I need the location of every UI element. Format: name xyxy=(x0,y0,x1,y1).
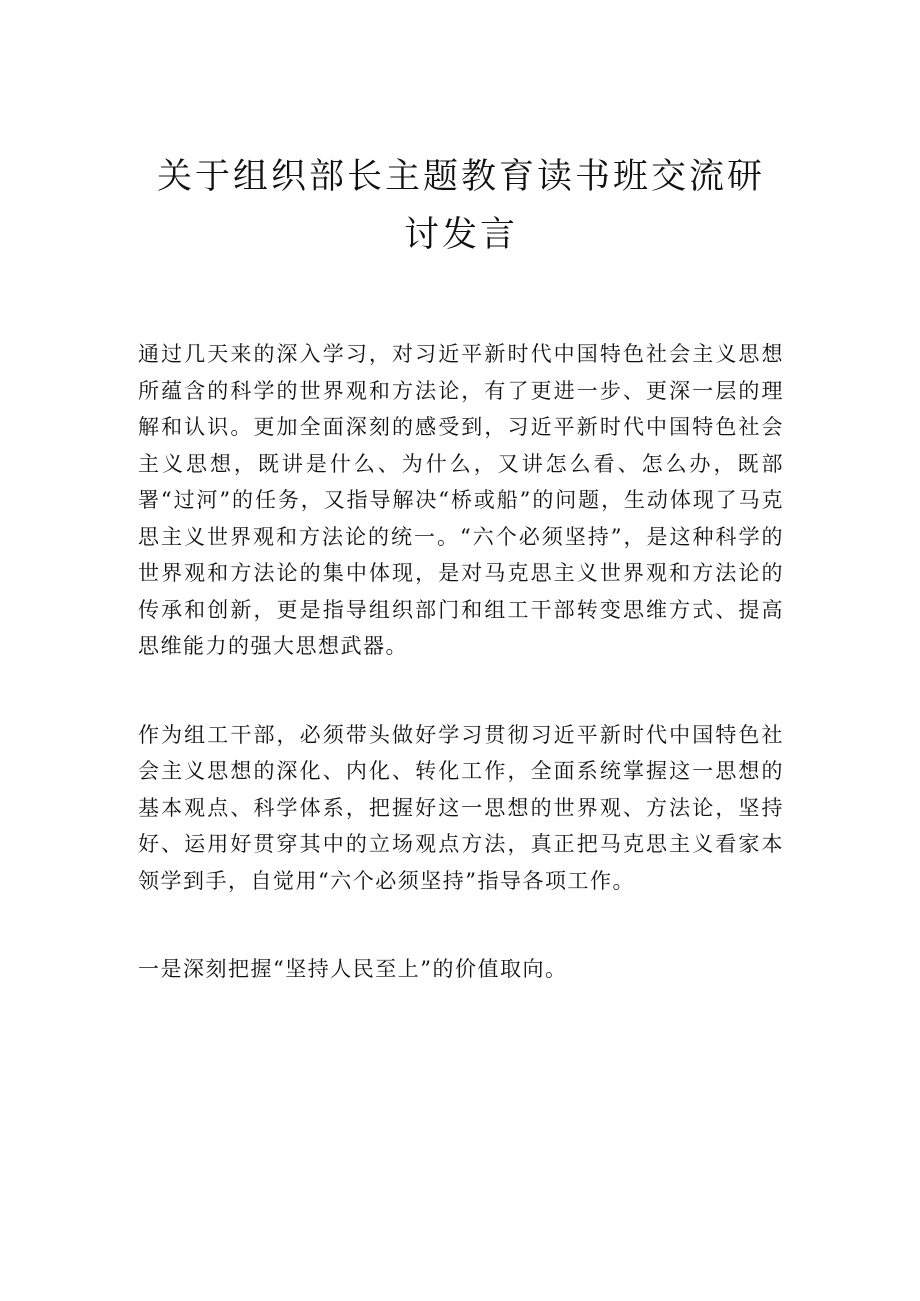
paragraph-cadre-duty: 作为组工干部，必须带头做好学习贯彻习近平新时代中国特色社会主义思想的深化、内化、转化工作，全面系统掌握这一思想的基本观点、科学体系，把握好这一思想的世界观、方法论，坚持好、运用好贯穿其中的立场观点方法，真正把马克思主义看家本领学到手，自觉用“六个必须坚持”指导各项工作。 xyxy=(138,722,784,893)
paragraph-first-point: 一是深刻把握“坚持人民至上”的价值取向。 xyxy=(138,957,568,981)
paragraph-intro: 通过几天来的深入学习，对习近平新时代中国特色社会主义思想所蕴含的科学的世界观和方法论，有了更进一步、更深一层的理解和认识。更加全面深刻的感受到，习近平新时代中国特色社会主义思想，既讲是什么、为什么，又讲怎么看、怎么办，既部署“过河”的任务，又指导解决“桥或船”的问题，生动体现了马克思主义世界观和方法论的统一。“六个必须坚持”，是这种科学的世界观和方法论的集中体现，是对马克思主义世界观和方法论的传承和创新，更是指导组织部门和组工干部转变思维方式、提高思维能力的强大思想武器。 xyxy=(138,342,784,658)
document-title: 关于组织部长主题教育读书班交流研讨发言 xyxy=(156,157,765,255)
